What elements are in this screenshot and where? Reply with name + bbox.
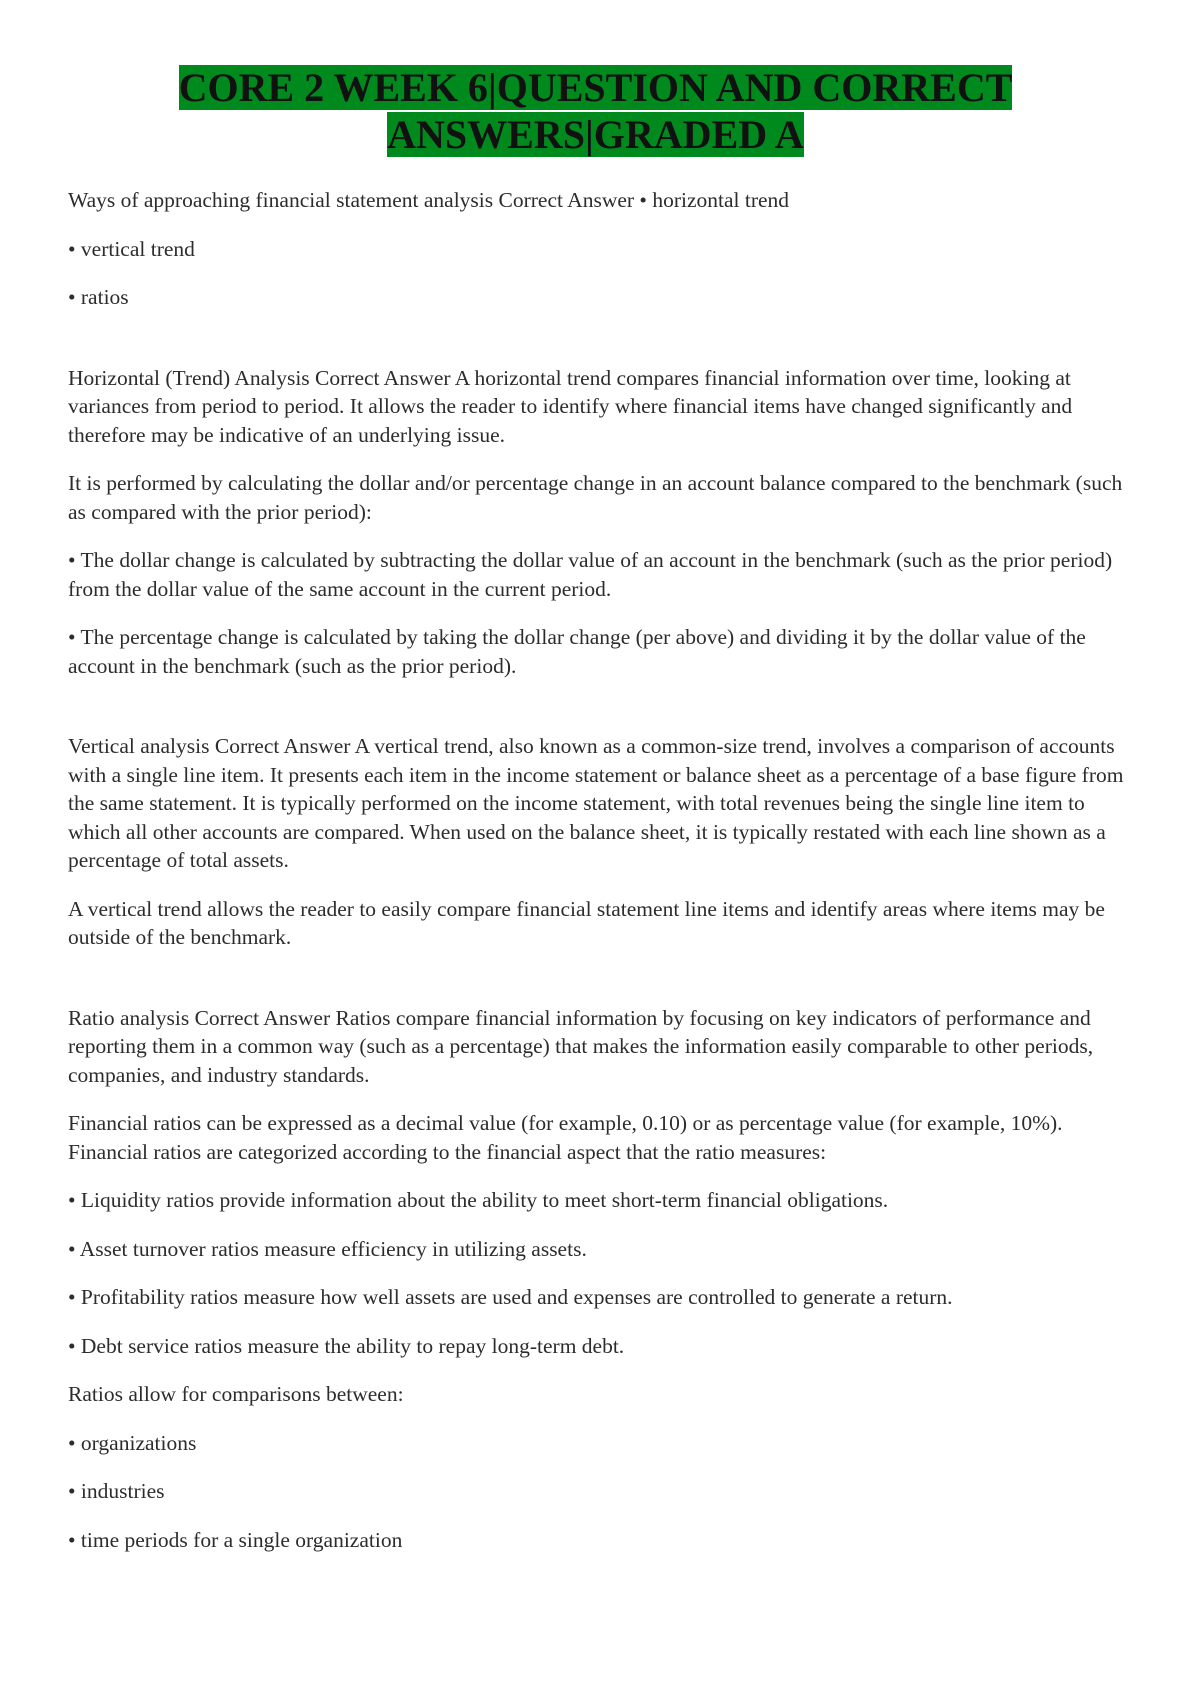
document-title <box>70 64 1121 158</box>
paragraph: Financial ratios can be expressed as a decimal value (for example, 0.10) or as percentage value (for example, 10%). Financial ratios are categorized according to the financial aspect that the ratio measures: <box>68 1111 1063 1164</box>
question-vertical-analysis: Vertical analysis Correct Answer A vertical trend, also known as a common-size trend, involves a comparison of accounts with a single line item. It presents each item in the income statement or balance sheet as a percentage of a base figure from the same statement. It is typically performed on the income statement, with total revenues being the single line item to which all other accounts are compared. When used on the balance sheet, it is typically restated with each line shown as a percentage of total assets. <box>68 734 1124 872</box>
paragraph: Ratios allow for comparisons between: <box>68 1382 404 1406</box>
bullet-item: • organizations <box>68 1430 197 1455</box>
paragraph: It is performed by calculating the dollar and/or percentage change in an account balance compared to the benchmark (such as compared with the prior period): <box>68 471 1123 524</box>
bullet-item: • Asset turnover ratios measure efficiency in utilizing assets. <box>68 1236 587 1261</box>
bullet-item: • Profitability ratios measure how well assets are used and expenses are controlled to generate a return. <box>68 1285 953 1309</box>
bullet-item: • ratios <box>68 285 129 309</box>
document-body <box>68 186 1128 1574</box>
bullet-item: • Liquidity ratios provide information about the ability to meet short-term financial obligations. <box>68 1188 889 1212</box>
title-line-2: ANSWERS|GRADED A <box>387 112 804 157</box>
bullet-item: • vertical trend <box>68 236 195 261</box>
question-ratio-analysis: Ratio analysis Correct Answer Ratios compare financial information by focusing on key indicators of performance and reporting them in a common way (such as a percentage) that makes the information easily comparable to other periods, companies, and industry standards. <box>68 1005 1094 1087</box>
bullet-item: • The percentage change is calculated by taking the dollar change (per above) and dividing it by the dollar value of the account in the benchmark (such as the prior period). <box>68 625 1086 678</box>
bullet-item: • time periods for a single organization <box>68 1527 403 1552</box>
question-horizontal-analysis: Horizontal (Trend) Analysis Correct Answer A horizontal trend compares financial information over time, looking at variances from period to period. It allows the reader to identify where financial items have changed significantly and therefore may be indicative of an underlying issue. <box>68 365 1073 447</box>
bullet-item: • industries <box>68 1479 165 1503</box>
question-ways-approaching: Ways of approaching financial statement analysis Correct Answer • horizontal trend <box>68 188 790 212</box>
paragraph: A vertical trend allows the reader to easily compare financial statement line items and identify areas where items may be outside of the benchmark. <box>68 896 1105 949</box>
title-line-1: CORE 2 WEEK 6|QUESTION AND CORRECT <box>178 65 1013 110</box>
bullet-item: • Debt service ratios measure the ability to repay long-term debt. <box>68 1333 625 1358</box>
bullet-item: • The dollar change is calculated by subtracting the dollar value of an account in the benchmark (such as the prior period) from the dollar value of the same account in the current period. <box>68 548 1113 601</box>
